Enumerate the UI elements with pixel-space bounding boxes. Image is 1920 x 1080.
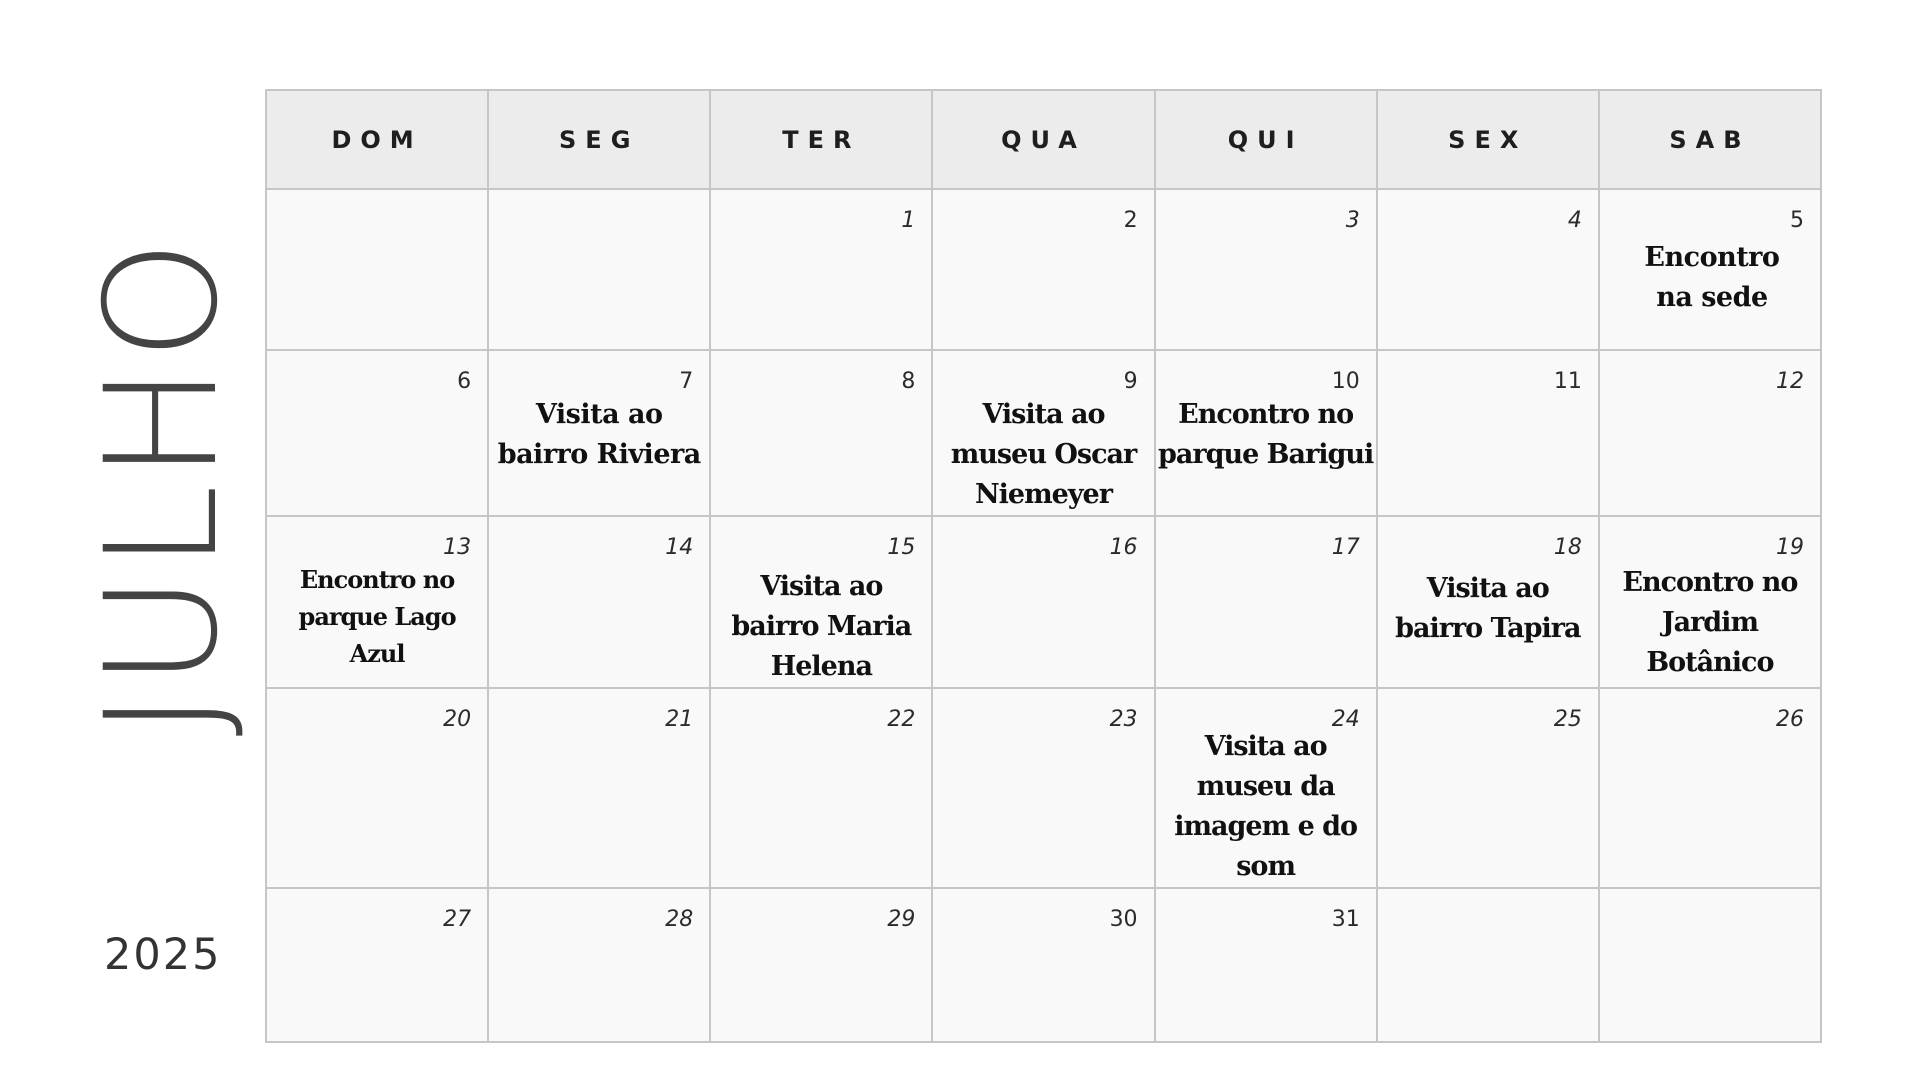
day-number: 20 bbox=[443, 707, 472, 732]
day-cell bbox=[1599, 516, 1821, 688]
day-number: 26 bbox=[1776, 707, 1804, 732]
event-label: Visita ao bairro Tapira bbox=[1395, 573, 1581, 644]
calendar-grid bbox=[265, 89, 1822, 1043]
day-number: 6 bbox=[457, 369, 472, 394]
month-title: JULHO bbox=[73, 235, 252, 737]
day-number: 13 bbox=[443, 535, 472, 560]
event-label: Visita ao bairro Maria Helena bbox=[731, 571, 912, 682]
day-number: 12 bbox=[1776, 369, 1804, 394]
day-cell bbox=[1155, 688, 1377, 888]
day-number: 18 bbox=[1553, 535, 1582, 560]
day-number: 28 bbox=[665, 907, 694, 932]
day-number: 8 bbox=[901, 369, 916, 394]
weekday-header: SAB bbox=[1599, 90, 1821, 189]
day-cell bbox=[1377, 516, 1599, 688]
day-number: 23 bbox=[1109, 707, 1138, 732]
event-label: Encontro na sede bbox=[1644, 242, 1780, 313]
day-number: 11 bbox=[1553, 369, 1582, 394]
week-row bbox=[266, 350, 1821, 516]
day-cell-empty bbox=[488, 189, 710, 350]
day-cell bbox=[932, 189, 1154, 350]
day-cell bbox=[710, 888, 932, 1042]
day-cell bbox=[1599, 189, 1821, 350]
day-cell bbox=[932, 888, 1154, 1042]
day-cell bbox=[710, 350, 932, 516]
day-cell bbox=[1155, 189, 1377, 350]
day-cell bbox=[1599, 350, 1821, 516]
day-number: 3 bbox=[1345, 208, 1360, 233]
week-row bbox=[266, 189, 1821, 350]
day-number: 24 bbox=[1331, 707, 1360, 732]
day-cell bbox=[1599, 688, 1821, 888]
day-cell-empty bbox=[1377, 888, 1599, 1042]
day-number: 7 bbox=[679, 369, 694, 394]
day-cell bbox=[488, 516, 710, 688]
day-number: 14 bbox=[665, 535, 694, 560]
day-number: 5 bbox=[1790, 208, 1804, 233]
day-number: 19 bbox=[1776, 535, 1804, 560]
weekday-header-row bbox=[266, 90, 1821, 189]
day-cell bbox=[1155, 350, 1377, 516]
day-number: 10 bbox=[1331, 369, 1360, 394]
day-number: 27 bbox=[443, 907, 472, 932]
weekday-header: SEX bbox=[1377, 90, 1599, 189]
day-cell bbox=[266, 688, 488, 888]
day-cell bbox=[1155, 888, 1377, 1042]
day-cell bbox=[1377, 189, 1599, 350]
day-number: 22 bbox=[887, 707, 916, 732]
day-number: 25 bbox=[1553, 707, 1582, 732]
day-cell bbox=[932, 350, 1154, 516]
day-number: 2 bbox=[1123, 208, 1138, 233]
day-cell bbox=[1377, 688, 1599, 888]
day-cell bbox=[1377, 350, 1599, 516]
year-label: 2025 bbox=[104, 930, 222, 980]
day-cell bbox=[266, 350, 488, 516]
day-cell bbox=[710, 688, 932, 888]
day-cell bbox=[932, 516, 1154, 688]
week-row bbox=[266, 516, 1821, 688]
event-label: Encontro no Jardim Botânico bbox=[1622, 567, 1798, 678]
day-number: 4 bbox=[1567, 208, 1582, 233]
event-label: Encontro no parque Lago Azul bbox=[298, 565, 456, 668]
day-cell bbox=[488, 688, 710, 888]
day-cell-empty bbox=[1599, 888, 1821, 1042]
event-label: Visita ao museu Oscar Niemeyer bbox=[950, 399, 1137, 510]
day-cell bbox=[710, 516, 932, 688]
day-cell bbox=[932, 688, 1154, 888]
day-number: 17 bbox=[1331, 535, 1360, 560]
day-cell bbox=[266, 516, 488, 688]
weekday-header: QUI bbox=[1155, 90, 1377, 189]
weekday-header: SEG bbox=[488, 90, 710, 189]
day-cell bbox=[488, 888, 710, 1042]
weekday-header: DOM bbox=[266, 90, 488, 189]
day-cell bbox=[1155, 516, 1377, 688]
day-cell bbox=[488, 350, 710, 516]
day-number: 31 bbox=[1331, 907, 1360, 932]
day-cell bbox=[266, 888, 488, 1042]
day-number: 16 bbox=[1109, 535, 1138, 560]
event-label: Encontro no parque Barigui bbox=[1158, 399, 1374, 470]
week-row bbox=[266, 688, 1821, 888]
day-cell-empty bbox=[266, 189, 488, 350]
event-label: Visita ao museu da imagem e do som bbox=[1174, 731, 1358, 882]
day-number: 30 bbox=[1109, 907, 1138, 932]
weekday-header: TER bbox=[710, 90, 932, 189]
event-label: Visita ao bairro Riviera bbox=[497, 399, 701, 470]
day-number: 29 bbox=[887, 907, 916, 932]
week-row bbox=[266, 888, 1821, 1042]
day-number: 15 bbox=[887, 535, 916, 560]
day-number: 1 bbox=[901, 208, 916, 233]
weekday-header: QUA bbox=[932, 90, 1154, 189]
day-cell bbox=[710, 189, 932, 350]
day-number: 21 bbox=[665, 707, 694, 732]
day-number: 9 bbox=[1123, 369, 1138, 394]
